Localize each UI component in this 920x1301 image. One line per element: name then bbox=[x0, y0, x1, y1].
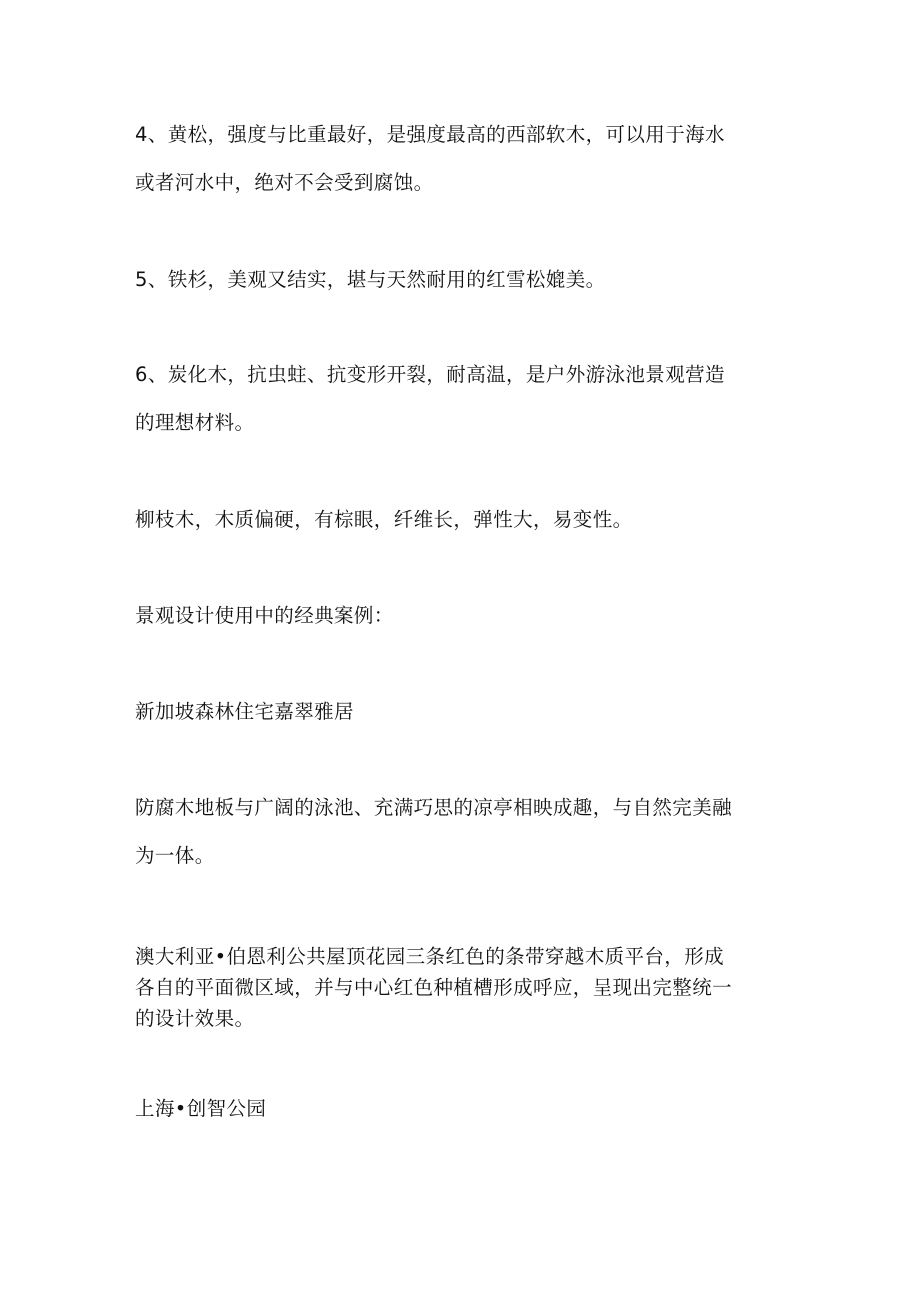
text-line: 或者河水中，绝对不会受到腐蚀。 bbox=[135, 171, 434, 194]
text-line: 5、铁杉，美观又结实，堪与天然耐用的红雪松媲美。 bbox=[135, 268, 606, 291]
paragraph-shanghai-title bbox=[135, 1097, 795, 1121]
paragraph-singapore-title bbox=[135, 700, 795, 724]
paragraph-liuzhimu bbox=[135, 508, 795, 532]
paragraph-case-heading bbox=[135, 604, 795, 628]
text-line: 的设计效果。 bbox=[135, 1007, 255, 1030]
text-line: 6、炭化木，抗虫蛀、抗变形开裂，耐高温，是户外游泳池景观营造 bbox=[135, 363, 725, 386]
text-line: 为一体。 bbox=[135, 844, 215, 867]
text-line: 4、黄松，强度与比重最好，是强度最高的西部软木，可以用于海水 bbox=[135, 123, 725, 146]
paragraph-singapore-desc bbox=[135, 796, 795, 868]
paragraph-tieshan bbox=[135, 268, 795, 292]
text-line: 新加坡森林住宅嘉翠雅居 bbox=[135, 700, 354, 723]
paragraph-australia bbox=[135, 945, 795, 1031]
text-line: 澳大利亚•伯恩利公共屋顶花园三条红色的条带穿越木质平台，形成 bbox=[135, 945, 725, 968]
text-line: 上海•创智公园 bbox=[135, 1097, 267, 1120]
text-line: 的理想材料。 bbox=[135, 411, 255, 434]
text-line: 各自的平面微区域，并与中心红色种植槽形成呼应，呈现出完整统一 bbox=[135, 976, 733, 999]
text-line: 景观设计使用中的经典案例： bbox=[135, 604, 394, 627]
text-line: 柳枝木，木质偏硬，有棕眼，纤维长，弹性大，易变性。 bbox=[135, 508, 633, 531]
paragraph-huangsong bbox=[135, 123, 795, 195]
paragraph-tanhuamu bbox=[135, 363, 795, 435]
text-line: 防腐木地板与广阔的泳池、充满巧思的凉亭相映成趣，与自然完美融 bbox=[135, 796, 733, 819]
